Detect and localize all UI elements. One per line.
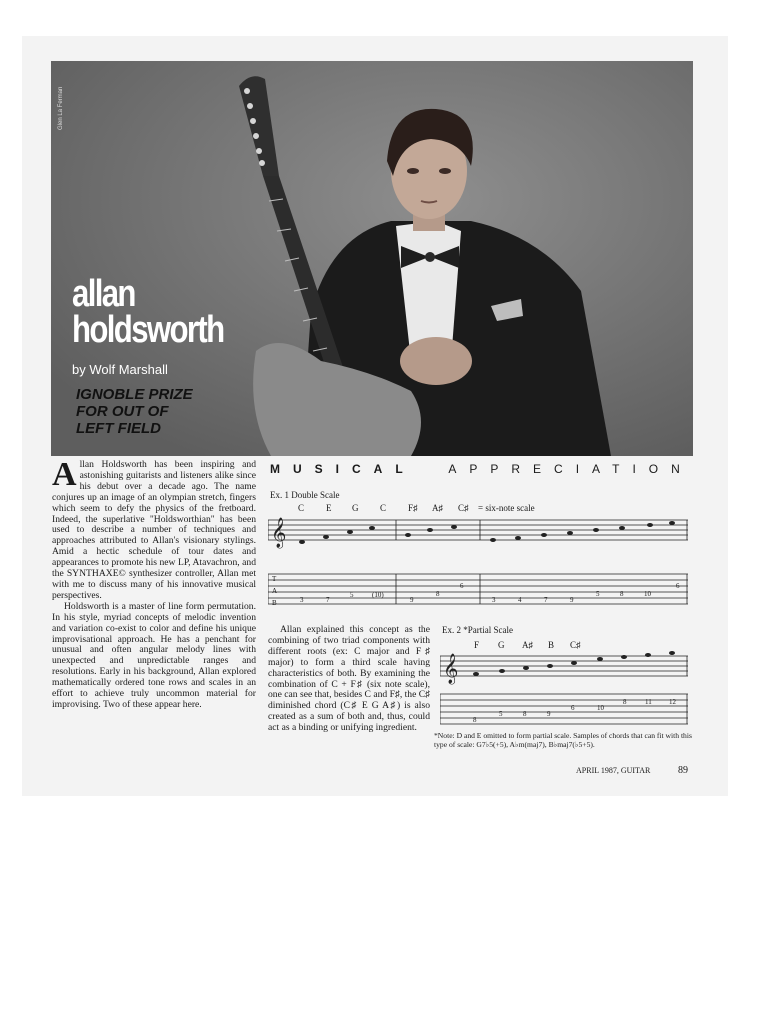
tab-fret: 6 [571,704,575,712]
section-heading-light: APPRECIATION [448,462,693,476]
section-heading-bold: MUSICAL [270,462,416,476]
folio-text: APRIL 1987, GUITAR [576,766,651,775]
paragraph-1: llan Holdsworth has been inspiring and astonishing guitarists and listeners alike since his debut over a decade ago. The name conjures up an image of an olympian stretch, fingers which seem to defy the physics of the fretboard. Indeed, the superlative "Holdsworthian" has been used to describe a number of techniques and approaches attributed to Allan's visionary stylings. Amid a hectic schedule of tour dates and appearances to promote his new LP, Atavachron, and the SYNTHAXE© synthesizer controller, Allan met with me to discuss many of his innovative musical perspectives. [52,459,256,601]
ex1-note: E [326,503,332,513]
tab-letter-b: B [272,599,277,607]
headline-line-1: IGNOBLE PRIZE [76,386,193,403]
tab-fret: 5 [499,710,503,718]
title-line-2: holdsworth [72,309,224,351]
svg-text:𝄞: 𝄞 [443,654,459,684]
ex1-suffix: = six-note scale [478,503,535,513]
ex2-notation [440,650,690,732]
section-heading [270,462,693,476]
tab-fret: 8 [620,590,624,598]
page-number: 89 [678,765,688,776]
tab-fret: 9 [547,710,551,718]
tab-fret: 6 [460,582,464,590]
ex2-note: G [498,640,505,650]
headline-line-2: FOR OUT OF [76,403,169,420]
ex1-notation [268,514,690,614]
tab-fret: 10 [597,704,604,712]
tab-fret: 8 [436,590,440,598]
ex1-note: F♯ [408,503,418,513]
drop-cap: A [52,456,77,493]
svg-text:𝄞: 𝄞 [271,518,287,548]
tab-fret: 9 [410,596,414,604]
ex1-label: Ex. 1 Double Scale [270,490,340,500]
ex2-note: A♯ [522,640,533,650]
footnote: *Note: D and E omitted to form partial scale. Samples of chords that can fit with this type of scale: G7♭5(+5), A♭m(maj7), B♭maj7(♭5+5). [434,731,692,749]
article-column-2 [268,625,430,734]
photo-credit [58,70,68,130]
ex2-note: C♯ [570,640,581,650]
tab-fret: 5 [350,591,354,599]
tab-fret: 9 [570,596,574,604]
tab-fret: 7 [544,596,548,604]
byline: by Wolf Marshall [72,362,168,377]
ex1-note: C [380,503,387,513]
photo-credit-text: Glen La Ferman [58,86,64,130]
tab-fret: 6 [676,582,680,590]
tab-fret: 5 [596,590,600,598]
tab-fret: 3 [492,596,496,604]
article-title [72,273,224,351]
ex2-note: F [474,640,480,650]
tab-fret: 8 [473,716,477,724]
title-line-1: allan [72,273,135,315]
tab-fret: 12 [669,698,676,706]
tab-letter-t: T [272,575,277,583]
paragraph-3: Allan explained this concept as the combining of two triad components with different roots (ex: C major and F♯ major) to form a third scale having characteristics of both. By examining the combination of C + F♯ (six note scale), one can see that, besides C and F♯, the C♯ diminished chord (C♯ E G A♯) is also created as a sum of both and, thus, could act as a binding or unifying ingredient. [268,624,430,734]
tab-fret: 4 [518,596,522,604]
tab-fret: 8 [623,698,627,706]
tab-fret: 8 [523,710,527,718]
tab-fret: 11 [645,698,652,706]
tab-letter-a: A [272,587,278,595]
headline [76,386,193,437]
ex2-note: B [548,640,555,650]
ex1-note: C♯ [458,503,469,513]
tab-fret: 3 [300,596,304,604]
ex2-label: Ex. 2 *Partial Scale [442,625,513,635]
tab-fret: 7 [326,596,330,604]
article-column-1 [52,456,256,711]
ex1-note: C [298,503,305,513]
page-folio [576,765,688,776]
tab-fret: (10) [372,591,384,599]
tab-fret: 10 [644,590,651,598]
headline-line-3: LEFT FIELD [76,420,161,437]
ex1-note: A♯ [432,503,443,513]
ex1-note: G [352,503,359,513]
paragraph-2: Holdsworth is a master of line form permutation. In his style, myriad concepts of melodic invention and variation co-exist to color and define his unique improvisational approach. He has a penchant for unusual and often angular melody lines with unexpected and unpredictable ranges and resolutions. Early in his background, Allan explored mathematically ordered tone rows and scales in an effort to achieve truly uncommon material for improvising. Two of these appear here. [52,600,256,710]
